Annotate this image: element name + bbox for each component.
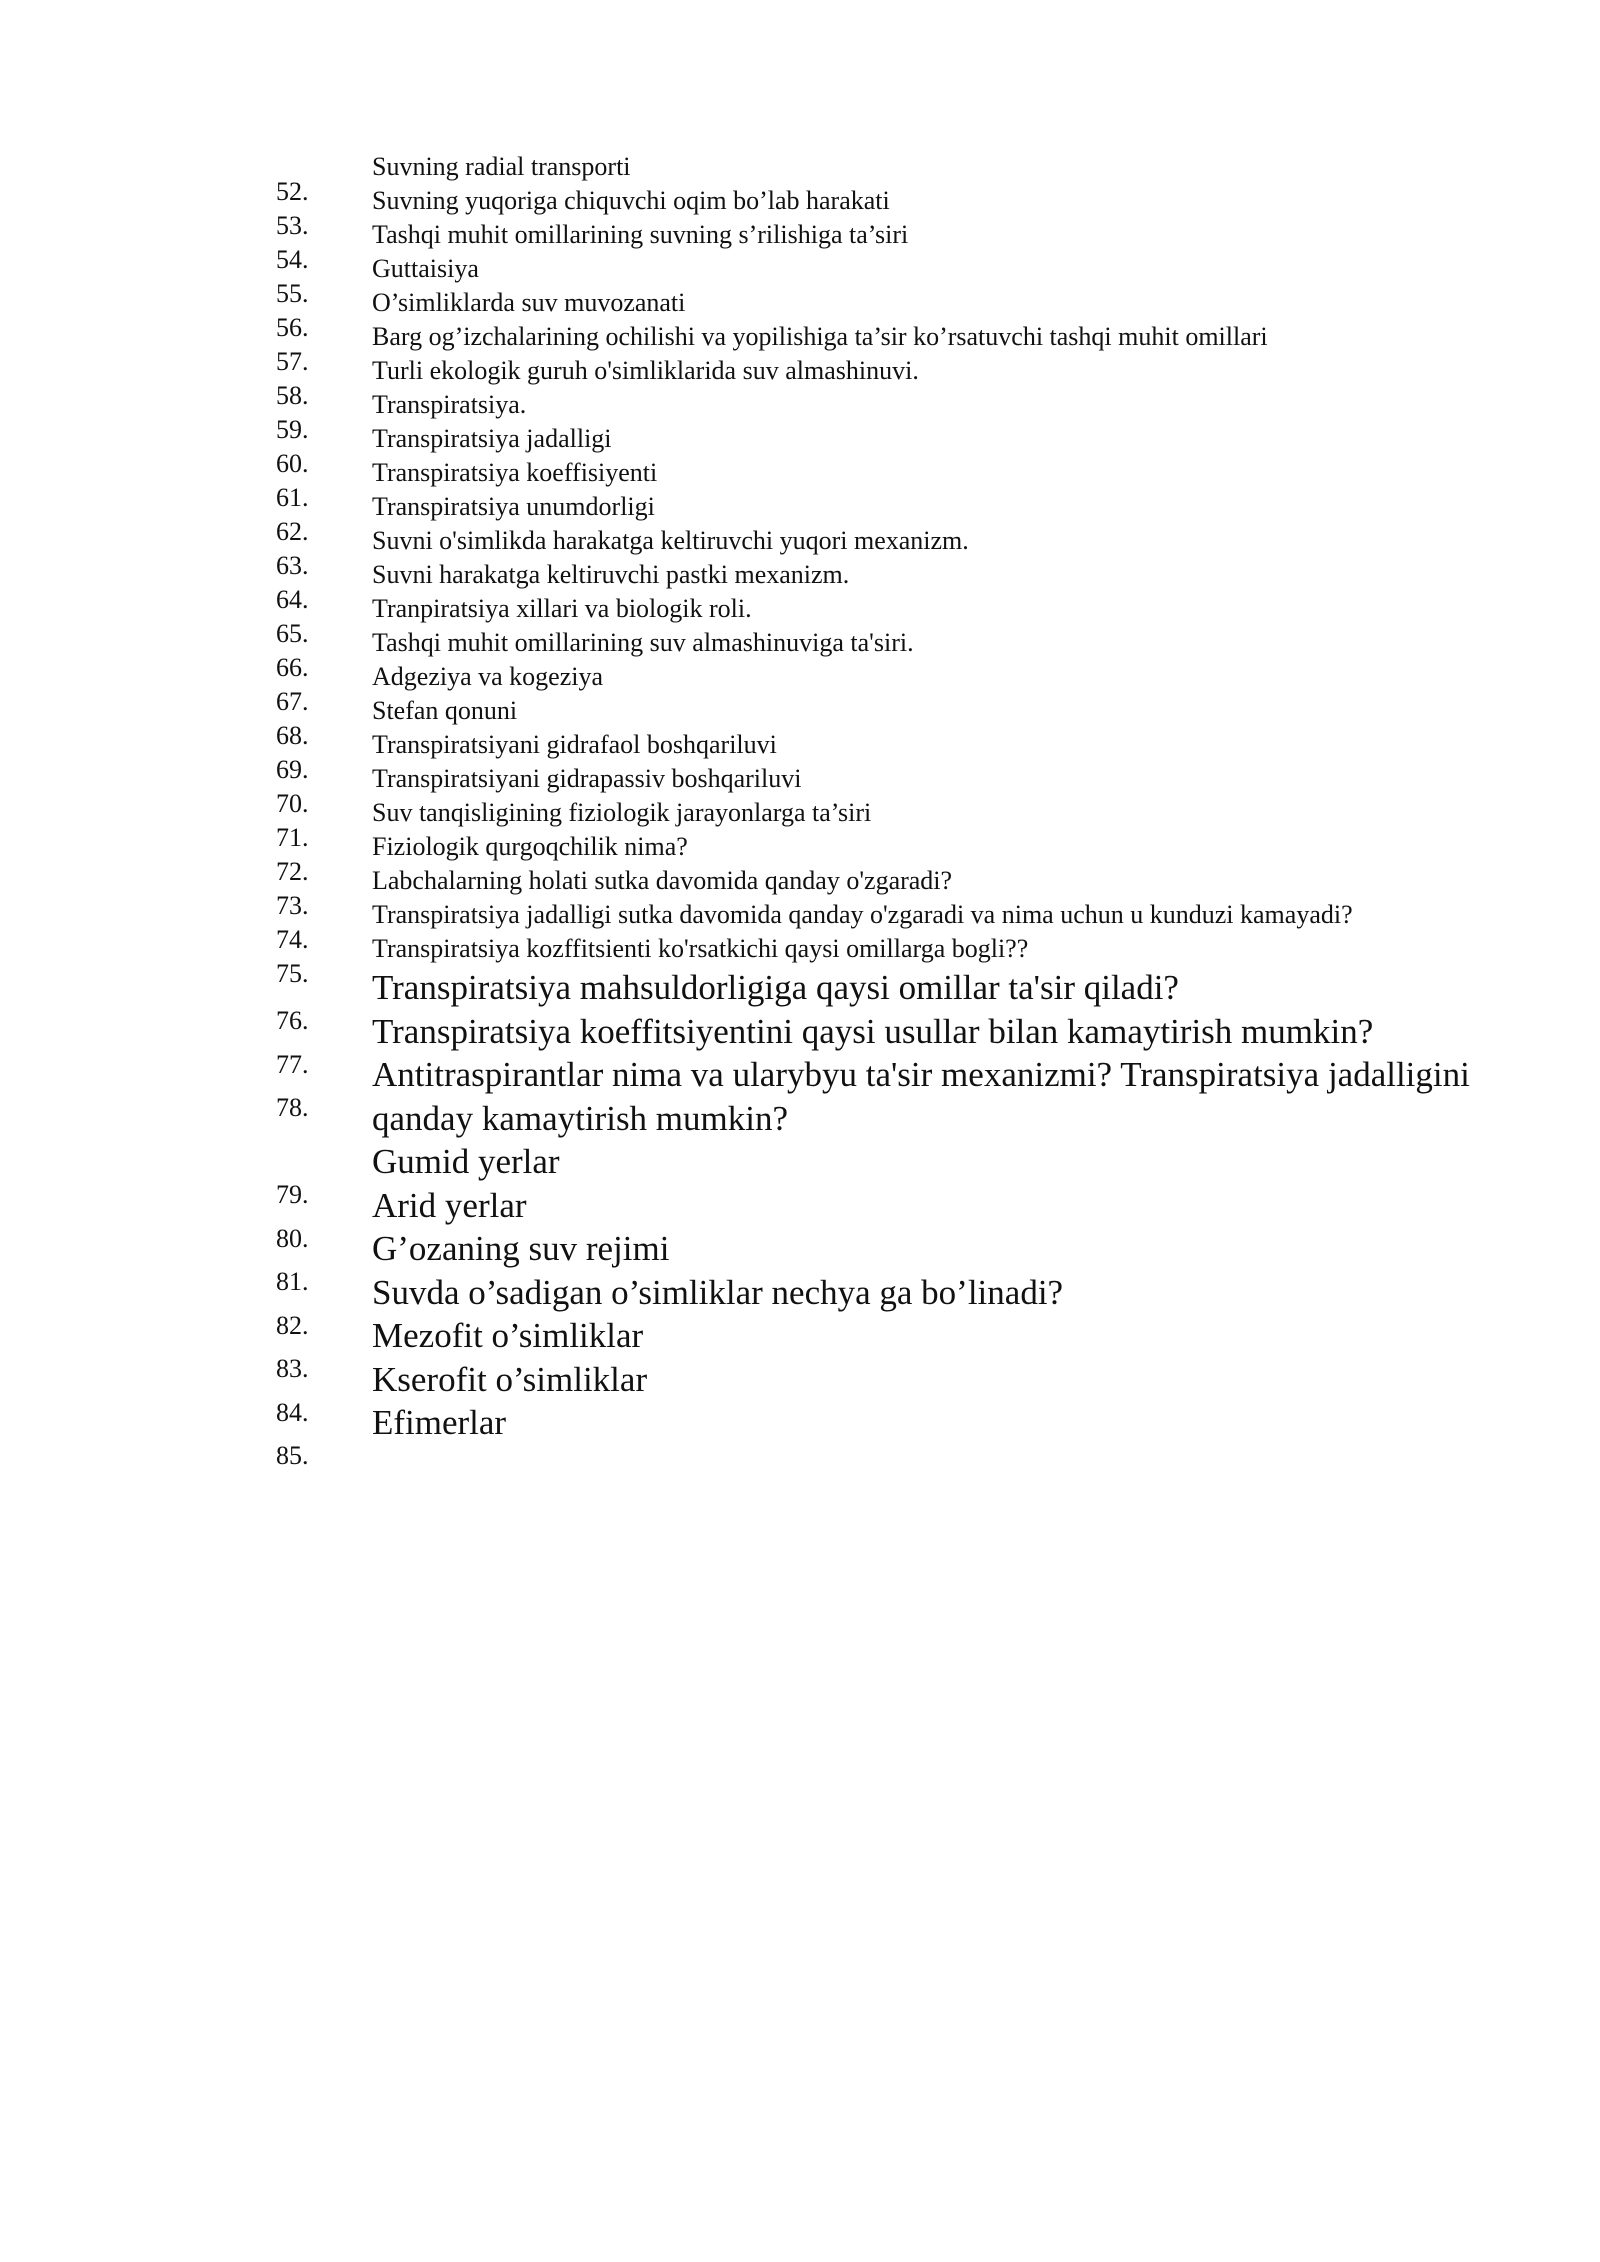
item-text: Transpiratsiya unumdorligi [372, 492, 655, 521]
list-item [0, 1053, 1600, 1140]
item-text: Suvning yuqoriga chiquvchi oqim bo’lab harakati [372, 186, 890, 215]
item-text: G’ozaning suv rejimi [372, 1229, 670, 1268]
item-text: Transpiratsiya jadalligi [372, 424, 612, 453]
item-text: O’simliklarda suv muvozanati [372, 288, 686, 317]
item-number-label: 70. [276, 789, 309, 818]
numbered-question-list [0, 150, 1600, 1470]
item-number-label: 80. [276, 1223, 309, 1253]
item-number-label: 84. [276, 1397, 309, 1427]
item-number-label: 79. [276, 1180, 309, 1209]
item-text: Transpiratsiya mahsuldorligiga qaysi omillar ta'sir qiladi? [372, 968, 1179, 1007]
item-text: Mezofit o’simliklar [372, 1316, 644, 1355]
item-number-label: 77. [276, 1049, 309, 1079]
item-number-label: 53. [276, 211, 309, 240]
item-number-label: 76. [276, 1006, 309, 1035]
item-text: Transpiratsiya jadalligi sutka davomida qanday o'zgaradi va nima uchun u kunduzi kamayadi? [372, 900, 1353, 929]
item-number-label: 62. [276, 517, 309, 546]
item-text: Suvda o’sadigan o’simliklar nechya ga bo’linadi? [372, 1272, 1064, 1312]
item-text: Gumid yerlar [372, 1142, 560, 1181]
item-text: Suvni harakatga keltiruvchi pastki mexanizm. [372, 560, 850, 589]
item-number-label: 78. [276, 1093, 309, 1122]
item-text: Transpiratsiya kozffitsienti ko'rsatkichi qaysi omillarga bogli?? [372, 934, 1029, 963]
item-text: Antitraspirantlar nima va ularybyu ta'sir mexanizmi? Transpiratsiya jadalligini qanday kamaytirish mumkin? [372, 1055, 1470, 1138]
item-text: Stefan qonuni [372, 696, 518, 725]
item-number-label: 75. [276, 959, 309, 988]
item-text: Tranpiratsiya xillari va biologik roli. [372, 594, 752, 623]
item-text: Tashqi muhit omillarining suv almashinuviga ta'siri. [372, 628, 914, 657]
item-text: Efimerlar [372, 1403, 507, 1442]
item-number-label: 66. [276, 653, 309, 682]
item-number-label: 55. [276, 279, 309, 308]
item-number-label: 69. [276, 755, 309, 784]
item-number-label: 68. [276, 721, 309, 750]
item-number-label: 57. [276, 347, 309, 376]
item-text: Arid yerlar [372, 1185, 527, 1225]
item-text: Transpiratsiya koeffisiyenti [372, 458, 658, 487]
item-text: Suvni o'simlikda harakatga keltiruvchi yuqori mexanizm. [372, 526, 969, 555]
item-number-label: 65. [276, 619, 309, 648]
item-text: Labchalarning holati sutka davomida qanday o'zgaradi? [372, 866, 953, 895]
item-text: Fiziologik qurgoqchilik nima? [372, 832, 688, 861]
item-number-label: 85. [276, 1441, 309, 1470]
item-number-label: 60. [276, 449, 309, 478]
item-text: Suv tanqisligining fiziologik jarayonlarga ta’siri [372, 798, 872, 827]
item-number-label: 56. [276, 313, 309, 342]
item-text: Barg og’izchalarining ochilishi va yopilishiga ta’sir ko’rsatuvchi tashqi muhit omillari [372, 322, 1268, 351]
item-number-label: 67. [276, 687, 309, 716]
item-text: Adgeziya va kogeziya [372, 662, 604, 691]
item-number-label: 71. [276, 823, 309, 852]
item-number-label: 52. [276, 177, 309, 206]
item-number-label: 73. [276, 891, 309, 920]
item-text: Transpiratsiyani gidrafaol boshqariluvi [372, 730, 777, 759]
item-text: Guttaisiya [372, 254, 479, 283]
item-number-label: 83. [276, 1354, 309, 1383]
item-number-label: 82. [276, 1310, 309, 1340]
item-number-label: 63. [276, 551, 309, 580]
item-text: Turli ekologik guruh o'simliklarida suv almashinuvi. [372, 356, 919, 385]
list-item [0, 1401, 1600, 1470]
item-number-label: 61. [276, 483, 309, 512]
item-number-label: 58. [276, 381, 309, 410]
item-text: Transpiratsiya koeffitsiyentini qaysi usullar bilan kamaytirish mumkin? [372, 1011, 1374, 1051]
item-text: Transpiratsiyani gidrapassiv boshqariluvi [372, 764, 802, 793]
item-number-label: 72. [276, 857, 309, 886]
item-number-label: 59. [276, 415, 309, 444]
item-text: Suvning radial transporti [372, 152, 631, 181]
item-text: Transpiratsiya. [372, 390, 527, 419]
item-number-label: 74. [276, 925, 309, 954]
item-number-label: 64. [276, 585, 309, 614]
item-text: Kserofit o’simliklar [372, 1359, 648, 1399]
item-number-label: 81. [276, 1267, 309, 1296]
item-number-label: 54. [276, 245, 309, 274]
list-item [0, 1010, 1600, 1079]
item-text: Tashqi muhit omillarining suvning s’rilishiga ta’siri [372, 220, 909, 249]
